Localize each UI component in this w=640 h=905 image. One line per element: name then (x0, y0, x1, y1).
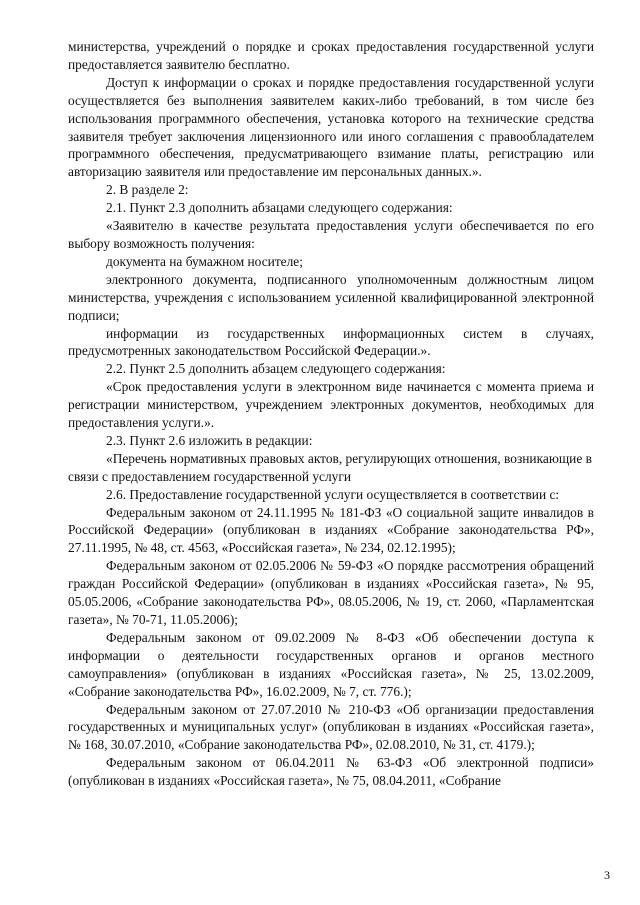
paragraph-item-2-2: 2.2. Пункт 2.5 дополнить абзацем следующего содержания: (106, 361, 446, 377)
paragraph-access-info: Доступ к информации о сроках и порядке предоставления государственной услуги осуществляется без выполнения заявителем каких-либо требований, в том числе без использования программного обеспечения, установка которого на технические средства заявителя требует заключения лицензионного или иного соглашения с правообладателем программного обеспечения, предусматривающего взимание платы, регистрацию или авторизацию заявителя или предоставление им персональных данных.». (68, 74, 594, 180)
paragraph-electronic-document: электронного документа, подписанного уполномоченным должностным лицом министерства, учреждения с использованием усиленной квалифицированной электронной подписи; (68, 271, 594, 323)
paragraph-law-8: Федеральным законом от 09.02.2009 № 8-ФЗ «Об обеспечении доступа к информации о деятельности государственных органов и органов местного самоуправления» (опубликован в изданиях «Российская газета», № 25, 13.02.2009, «Собрание законодательства РФ», 16.02.2009, № 7, ст. 776.); (68, 629, 594, 699)
paragraph-law-59: Федеральным законом от 02.05.2006 № 59-ФЗ «О порядке рассмотрения обращений граждан Российской Федерации» (опубликован в изданиях «Российская газета», № 95, 05.05.2006, «Собрание законодательства РФ», 08.05.2006, № 19, ст. 2060, «Парламентская газета», № 70-71, 11.05.2006); (68, 558, 594, 627)
paragraph-law-181: Федеральным законом от 24.11.1995 № 181-ФЗ «О социальной защите инвалидов в Российской Федерации» (опубликован в изданиях «Собрание законодательства РФ», 27.11.1995, № 48, ст. 4563, «Российская газета», № 234, 02.12.1995); (68, 504, 594, 556)
paragraph-legal-acts-heading: «Перечень нормативных правовых актов, регулирующих отношения, возникающие в связи с предоставлением государственной услуги (68, 450, 592, 484)
paragraph-law-210: Федеральным законом от 27.07.2010 № 210-ФЗ «Об организации предоставления государственных и муниципальных услуг» (опубликован в изданиях «Российская газета», № 168, 30.07.2010, «Собрание законодательства РФ», 02.08.2010, № 31, ст. 4179.); (68, 701, 594, 753)
page-number: 3 (604, 868, 610, 882)
paragraph-state-systems: информации из государственных информационных систем в случаях, предусмотренных законодательством Российской Федерации.». (68, 325, 594, 359)
paragraph-paper-document: документа на бумажном носителе; (106, 253, 303, 269)
paragraph-item-2-3: 2.3. Пункт 2.6 изложить в редакции: (106, 432, 313, 448)
paragraph-item-2-1: 2.1. Пункт 2.3 дополнить абзацами следующего содержания: (106, 200, 453, 216)
paragraph-continuation: министерства, учреждений о порядке и сроках предоставления государственной услуги предоставляется заявителю бесплатно. (68, 39, 594, 72)
document-body (68, 38, 594, 790)
paragraph-section-2: 2. В разделе 2: (106, 182, 189, 198)
paragraph-result-options: «Заявителю в качестве результата предоставления услуги обеспечивается по его выбору возможность получения: (68, 218, 594, 251)
paragraph-item-2-6: 2.6. Предоставление государственной услуги осуществляется в соответствии с: (106, 486, 560, 502)
paragraph-law-63: Федеральным законом от 06.04.2011 № 63-ФЗ «Об электронной подписи» (опубликован в изданиях «Российская газета», № 75, 08.04.2011, «Собрание (68, 755, 594, 789)
paragraph-electronic-term: «Срок предоставления услуги в электронном виде начинается с момента приема и регистрации министерством, учреждением электронных документов, необходимых для предоставления услуги.». (68, 379, 594, 431)
